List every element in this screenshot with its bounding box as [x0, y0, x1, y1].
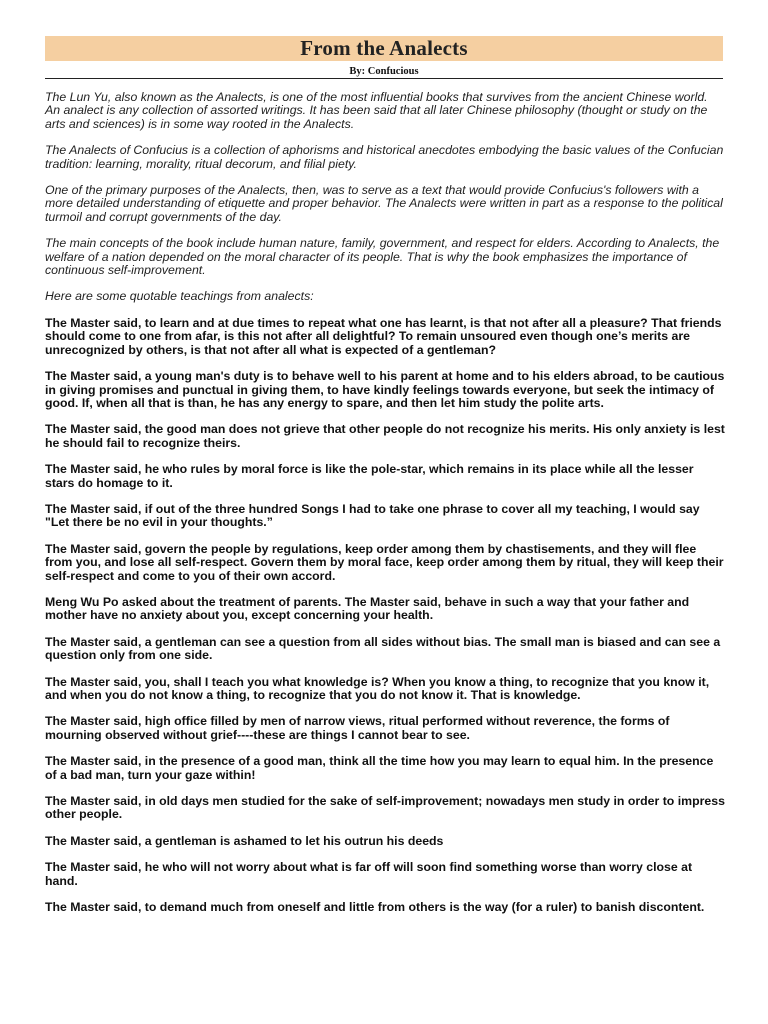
- quote-paragraph: The Master said, the good man does not grieve that other people do not recognize his merits. His only anxiety is lest he should fail to recognize theirs.: [45, 422, 725, 450]
- page-title: From the Analects: [300, 36, 468, 60]
- quote-paragraph: The Master said, in old days men studied for the sake of self-improvement; nowadays men study in order to impress other people.: [45, 794, 725, 822]
- intro-paragraph: One of the primary purposes of the Analects, then, was to serve as a text that would provide Confucius's followers with a more detailed understanding of etiquette and proper behavior. The Analects were written in part as a response to the political turmoil and corrupt governments of the day.: [45, 183, 723, 224]
- quote-paragraph: The Master said, govern the people by regulations, keep order among them by chastisements, and they will flee from you, and lose all self-respect. Govern them by moral face, keep order among them by ritual, they will keep their self-respect and come to you of their own accord.: [45, 541, 724, 583]
- author-byline: By: Confucious: [349, 66, 419, 77]
- document-body: [45, 91, 725, 927]
- quote-paragraph: The Master said, a gentleman is ashamed to let his outrun his deeds: [45, 833, 444, 848]
- title-banner: [45, 36, 723, 61]
- header-divider: [45, 78, 723, 79]
- quote-paragraph: The Master said, a young man's duty is to behave well to his parent at home and to his elders abroad, to be cautious in giving promises and punctual in giving them, to have kindly feelings towards everyone, but seek the intimacy of good. If, when all that is than, he has any energy to spare, and then let him study the polite arts.: [45, 369, 725, 410]
- quote-paragraph: The Master said, a gentleman can see a question from all sides without bias. The small man is biased and can see a question only from one side.: [45, 634, 721, 663]
- intro-paragraph: The Lun Yu, also known as the Analects, is one of the most influential books that survives from the ancient Chinese world. An analect is any collection of assorted writings. It has been said that all later Chinese philosophy (thought or study on the arts and sciences) is in some way rooted in the Analects.: [45, 90, 708, 131]
- quote-paragraph: The Master said, to learn and at due times to repeat what one has learnt, is that not after all a pleasure? That friends should come to one from afar, is this not after all delightful? To remain unsoured even though one’s merits are unrecognized by others, is that not after all what is expected of a gentleman?: [45, 315, 722, 357]
- quote-paragraph: The Master said, in the presence of a good man, think all the time how you may learn to equal him. In the presence of a bad man, turn your gaze within!: [45, 754, 714, 782]
- intro-section: [45, 91, 725, 304]
- quote-paragraph: The Master said, you, shall I teach you what knowledge is? When you know a thing, to recognize that you know it, and when you do not know a thing, to recognize that you do not know it. That is knowledge.: [45, 674, 710, 702]
- quote-paragraph: The Master said, he who will not worry about what is far off will soon find something worse than worry close at hand.: [45, 860, 693, 888]
- quote-paragraph: The Master said, if out of the three hundred Songs I had to take one phrase to cover all my teaching, I would say "Let there be no evil in your thoughts.”: [45, 501, 700, 530]
- intro-paragraph: The Analects of Confucius is a collection of aphorisms and historical anecdotes embodying the basic values of the Confucian tradition: learning, morality, ritual decorum, and filial piety.: [45, 143, 724, 171]
- intro-paragraph: Here are some quotable teachings from analects:: [45, 289, 314, 304]
- quote-paragraph: The Master said, he who rules by moral force is like the pole-star, which remains in its place while all the lesser stars do homage to it.: [45, 462, 694, 490]
- quote-paragraph: The Master said, to demand much from oneself and little from others is the way (for a ruler) to banish discontent.: [45, 900, 705, 915]
- quote-paragraph: Meng Wu Po asked about the treatment of parents. The Master said, behave in such a way that your father and mother have no anxiety about you, except concerning your health.: [45, 594, 690, 623]
- quotes-section: [45, 317, 725, 915]
- intro-paragraph: The main concepts of the book include human nature, family, government, and respect for elders. According to Analects, the welfare of a nation depended on the moral character of its people. That is why the book emphasizes the importance of continuous self-improvement.: [45, 236, 720, 278]
- quote-paragraph: The Master said, high office filled by men of narrow views, ritual performed without reverence, the forms of mourning observed without grief----these are things I cannot bear to see.: [45, 714, 670, 742]
